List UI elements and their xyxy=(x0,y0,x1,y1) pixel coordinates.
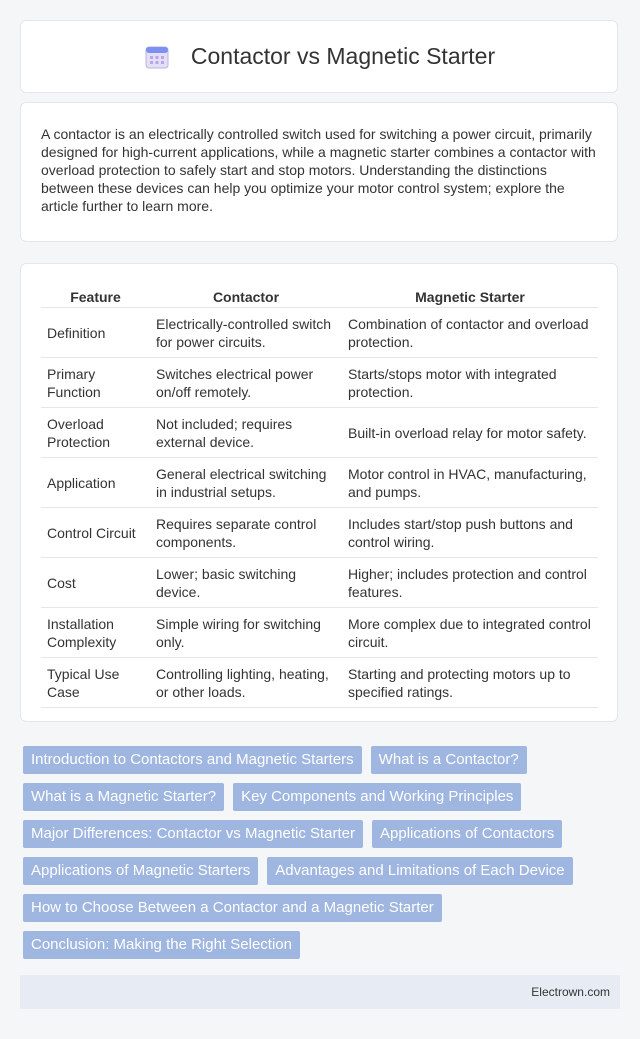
tag-advantages-limitations[interactable]: Advantages and Limitations of Each Device xyxy=(267,857,572,885)
contactor-cell: Simple wiring for switching only. xyxy=(150,608,342,658)
table-row xyxy=(41,558,598,608)
table-row xyxy=(41,458,598,508)
magnetic-starter-cell: Motor control in HVAC, manufacturing, and pumps. xyxy=(342,458,598,508)
contactor-cell: Electrically-controlled switch for power circuits. xyxy=(150,308,342,358)
table-row xyxy=(41,358,598,408)
contactor-cell: General electrical switching in industrial setups. xyxy=(150,458,342,508)
magnetic-starter-cell: Includes start/stop push buttons and control wiring. xyxy=(342,508,598,558)
magnetic-starter-cell: More complex due to integrated control circuit. xyxy=(342,608,598,658)
tag-key-components[interactable]: Key Components and Working Principles xyxy=(233,783,521,811)
contactor-cell: Not included; requires external device. xyxy=(150,408,342,458)
magnetic-starter-cell: Starting and protecting motors up to specified ratings. xyxy=(342,658,598,708)
magnetic-starter-cell: Combination of contactor and overload protection. xyxy=(342,308,598,358)
column-header-contactor: Contactor xyxy=(150,286,342,308)
feature-cell: Control Circuit xyxy=(41,508,150,558)
feature-cell: Installation Complexity xyxy=(41,608,150,658)
comparison-table-card xyxy=(20,263,618,722)
calendar-icon xyxy=(143,43,171,71)
intro-paragraph: A contactor is an electrically controlled switch used for switching a power circuit, primarily designed for high-current applications, while a magnetic starter combines a contactor with overload protection to safely start and stop motors. Understanding the distinctions between these devices can help you optimize your motor control system; explore the article further to learn more. xyxy=(41,126,596,214)
feature-cell: Primary Function xyxy=(41,358,150,408)
table-row xyxy=(41,658,598,708)
table-row xyxy=(41,508,598,558)
footer xyxy=(20,975,620,1009)
header-card xyxy=(20,20,618,93)
feature-cell: Definition xyxy=(41,308,150,358)
intro-card xyxy=(20,102,618,242)
table-row xyxy=(41,408,598,458)
magnetic-starter-cell: Higher; includes protection and control features. xyxy=(342,558,598,608)
comparison-table xyxy=(41,286,598,708)
table-row xyxy=(41,608,598,658)
tag-major-differences[interactable]: Major Differences: Contactor vs Magnetic Starter xyxy=(23,820,363,848)
feature-cell: Overload Protection xyxy=(41,408,150,458)
contactor-cell: Controlling lighting, heating, or other loads. xyxy=(150,658,342,708)
contactor-cell: Lower; basic switching device. xyxy=(150,558,342,608)
feature-cell: Typical Use Case xyxy=(41,658,150,708)
tag-what-is-magnetic-starter[interactable]: What is a Magnetic Starter? xyxy=(23,783,224,811)
tag-conclusion[interactable]: Conclusion: Making the Right Selection xyxy=(23,931,300,959)
footer-brand[interactable]: Electrown.com xyxy=(531,985,610,999)
topic-tags xyxy=(23,746,623,968)
tag-what-is-contactor[interactable]: What is a Contactor? xyxy=(371,746,527,774)
contactor-cell: Requires separate control components. xyxy=(150,508,342,558)
contactor-cell: Switches electrical power on/off remotely. xyxy=(150,358,342,408)
column-header-magnetic-starter: Magnetic Starter xyxy=(342,286,598,308)
table-header-row xyxy=(41,286,598,308)
table-row xyxy=(41,308,598,358)
feature-cell: Cost xyxy=(41,558,150,608)
column-header-feature: Feature xyxy=(41,286,150,308)
tag-applications-contactors[interactable]: Applications of Contactors xyxy=(372,820,562,848)
tag-how-to-choose[interactable]: How to Choose Between a Contactor and a Magnetic Starter xyxy=(23,894,442,922)
magnetic-starter-cell: Built-in overload relay for motor safety. xyxy=(342,408,598,458)
tag-introduction[interactable]: Introduction to Contactors and Magnetic Starters xyxy=(23,746,362,774)
tag-applications-magnetic-starters[interactable]: Applications of Magnetic Starters xyxy=(23,857,258,885)
magnetic-starter-cell: Starts/stops motor with integrated protection. xyxy=(342,358,598,408)
feature-cell: Application xyxy=(41,458,150,508)
page-title: Contactor vs Magnetic Starter xyxy=(190,43,496,69)
